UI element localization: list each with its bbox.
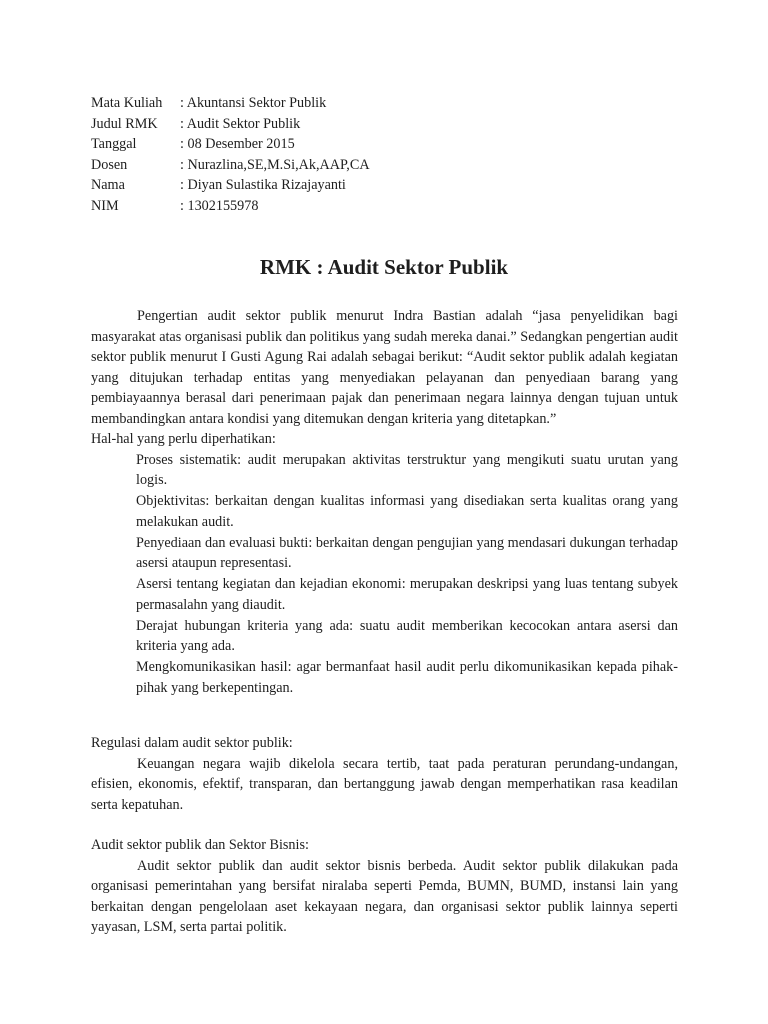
list-item <box>91 657 678 698</box>
header-value: : Akuntansi Sektor Publik <box>180 95 327 111</box>
list-item-text: Penyediaan dan evaluasi bukti: berkaitan dengan pengujian yang mendasari dukungan terhadap asersi ataupun representasi. <box>136 534 678 571</box>
header-row-tanggal <box>91 134 370 155</box>
header-label: Dosen <box>91 156 128 173</box>
header-value: : 08 Desember 2015 <box>180 136 295 153</box>
list-item <box>91 574 678 615</box>
list-item-text: Derajat hubungan kriteria yang ada: suatu audit memberikan kecocokan antara asersi dan kriteria yang ada. <box>136 617 678 654</box>
header-label: Mata Kuliah <box>91 95 163 111</box>
header-value: : 1302155978 <box>180 197 259 214</box>
regulasi-heading: Regulasi dalam audit sektor publik: <box>91 735 293 751</box>
section-pengertian <box>91 306 678 699</box>
header-value: : Audit Sektor Publik <box>180 115 301 132</box>
header-label: Tanggal <box>91 136 137 153</box>
header-label: NIM <box>91 197 119 214</box>
header-row-nim <box>91 196 370 217</box>
header-value: : Nurazlina,SE,M.Si,Ak,AAP,CA <box>180 156 370 173</box>
list-item <box>91 533 678 574</box>
section-bisnis <box>91 835 678 938</box>
header-row-mata-kuliah <box>91 93 370 114</box>
list-item <box>91 616 678 657</box>
regulasi-paragraph: Keuangan negara wajib dikelola secara tertib, taat pada peraturan perundang-undangan, efisien, ekonomis, efektif, transparan, dan bertanggung jawab dengan memperhatikan rasa keadilan serta kepatuhan. <box>91 755 678 813</box>
list-item-text: Mengkomunikasikan hasil: agar bermanfaat hasil audit perlu dikomunikasikan kepada pihak-pihak yang berkepentingan. <box>136 659 678 696</box>
intro-paragraph: Pengertian audit sektor publik menurut Indra Bastian adalah “jasa penyelidikan bagi masyarakat atas organisasi publik dan politikus yang sudah mereka danai.” Sedangkan pengertian audit sektor publik menurut I Gusti Agung Rai adalah sebagai berikut: “Audit sektor publik adalah kegiatan yang ditujukan terhadap entitas yang menyediakan pelayanan dan penyediaan barang yang pembiayaannya berasal dari penerimaan pajak dan penerimaan negara lainnya dengan tujuan untuk membandingkan antara kondisi yang ditemukan dengan kriteria yang ditetapkan.” <box>91 308 678 427</box>
header-label: Nama <box>91 177 125 194</box>
list-item-text: Proses sistematik: audit merupakan aktivitas terstruktur yang mengikuti suatu urutan yang logis. <box>136 451 678 488</box>
list-heading: Hal-hal yang perlu diperhatikan: <box>91 431 276 447</box>
list-item <box>91 491 678 532</box>
header-value: : Diyan Sulastika Rizajayanti <box>180 177 346 194</box>
list-item-text: Asersi tentang kegiatan dan kejadian ekonomi: merupakan deskripsi yang luas tentang subyek permasalahn yang diaudit. <box>136 576 678 613</box>
header-label: Judul RMK <box>91 115 158 132</box>
list-item-text: Objektivitas: berkaitan dengan kualitas informasi yang disediakan serta kualitas orang yang melakukan audit. <box>136 493 678 530</box>
header-row-nama <box>91 175 370 196</box>
header-row-dosen <box>91 155 370 176</box>
bullet-list <box>91 450 678 699</box>
list-item <box>91 450 678 491</box>
bisnis-paragraph: Audit sektor publik dan audit sektor bisnis berbeda. Audit sektor publik dilakukan pada organisasi pemerintahan yang bersifat niralaba seperti Pemda, BUMN, BUMD, instansi lain yang berkaitan dengan pengelolaan aset kekayaan negara, dan organisasi sektor publik lainnya seperti yayasan, LSM, serta partai politik. <box>91 857 678 935</box>
header-info <box>91 93 370 217</box>
document-title: RMK : Audit Sektor Publik <box>259 255 509 279</box>
section-regulasi <box>91 733 678 815</box>
bisnis-heading: Audit sektor publik dan Sektor Bisnis: <box>91 837 309 853</box>
header-row-judul-rmk <box>91 114 370 135</box>
